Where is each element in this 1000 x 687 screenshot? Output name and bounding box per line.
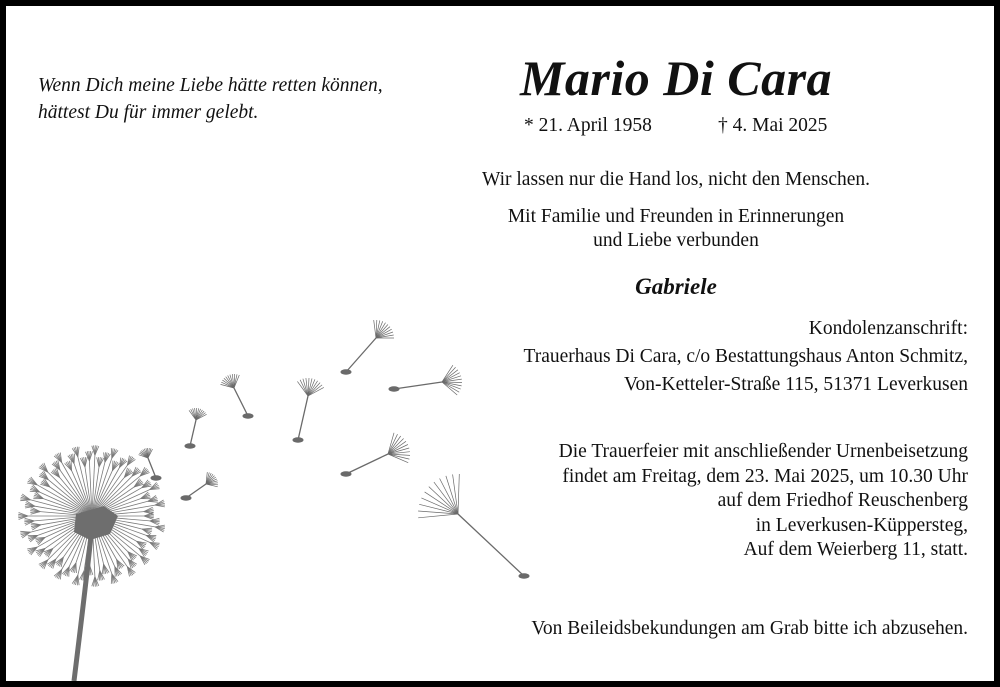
message-line-1: Wir lassen nur die Hand los, nicht den Menschen. <box>481 169 871 190</box>
service-line-3: auf dem Friedhof Reuschenberg <box>717 490 968 511</box>
message-line-3: und Liebe verbunden <box>593 230 759 251</box>
condolence-line-1: Trauerhaus Di Cara, c/o Bestattungshaus Anton Schmitz, <box>523 346 968 367</box>
closing-note: Von Beileidsbekundungen am Grab bitte ich abzusehen. <box>531 618 968 639</box>
condolence-heading: Kondolenzanschrift: <box>808 318 968 339</box>
death-date: † 4. Mai 2025 <box>718 115 828 136</box>
condolence-line-2: Von-Ketteler-Straße 115, 51371 Leverkusen <box>623 374 968 395</box>
message-line-2: Mit Familie und Freunden in Erinnerungen <box>507 206 845 227</box>
service-line-5: Auf dem Weierberg 11, statt. <box>743 539 968 560</box>
signature: Gabriele <box>635 274 717 299</box>
deceased-name: Mario Di Cara <box>519 50 833 106</box>
service-line-1: Die Trauerfeier mit anschließender Urnenbeisetzung <box>558 441 968 462</box>
condolence-address <box>448 315 968 399</box>
obituary-card <box>6 6 994 681</box>
service-line-4: in Leverkusen-Küppersteg, <box>755 514 968 536</box>
service-details <box>448 440 968 563</box>
quote-line-2: hättest Du für immer gelebt. <box>38 102 259 123</box>
memorial-quote <box>38 72 458 126</box>
birth-date: * 21. April 1958 <box>524 115 652 136</box>
quote-line-1: Wenn Dich meine Liebe hätte retten können, <box>38 75 383 96</box>
service-line-2: findet am Freitag, dem 23. Mai 2025, um 10.30 Uhr <box>562 465 968 487</box>
